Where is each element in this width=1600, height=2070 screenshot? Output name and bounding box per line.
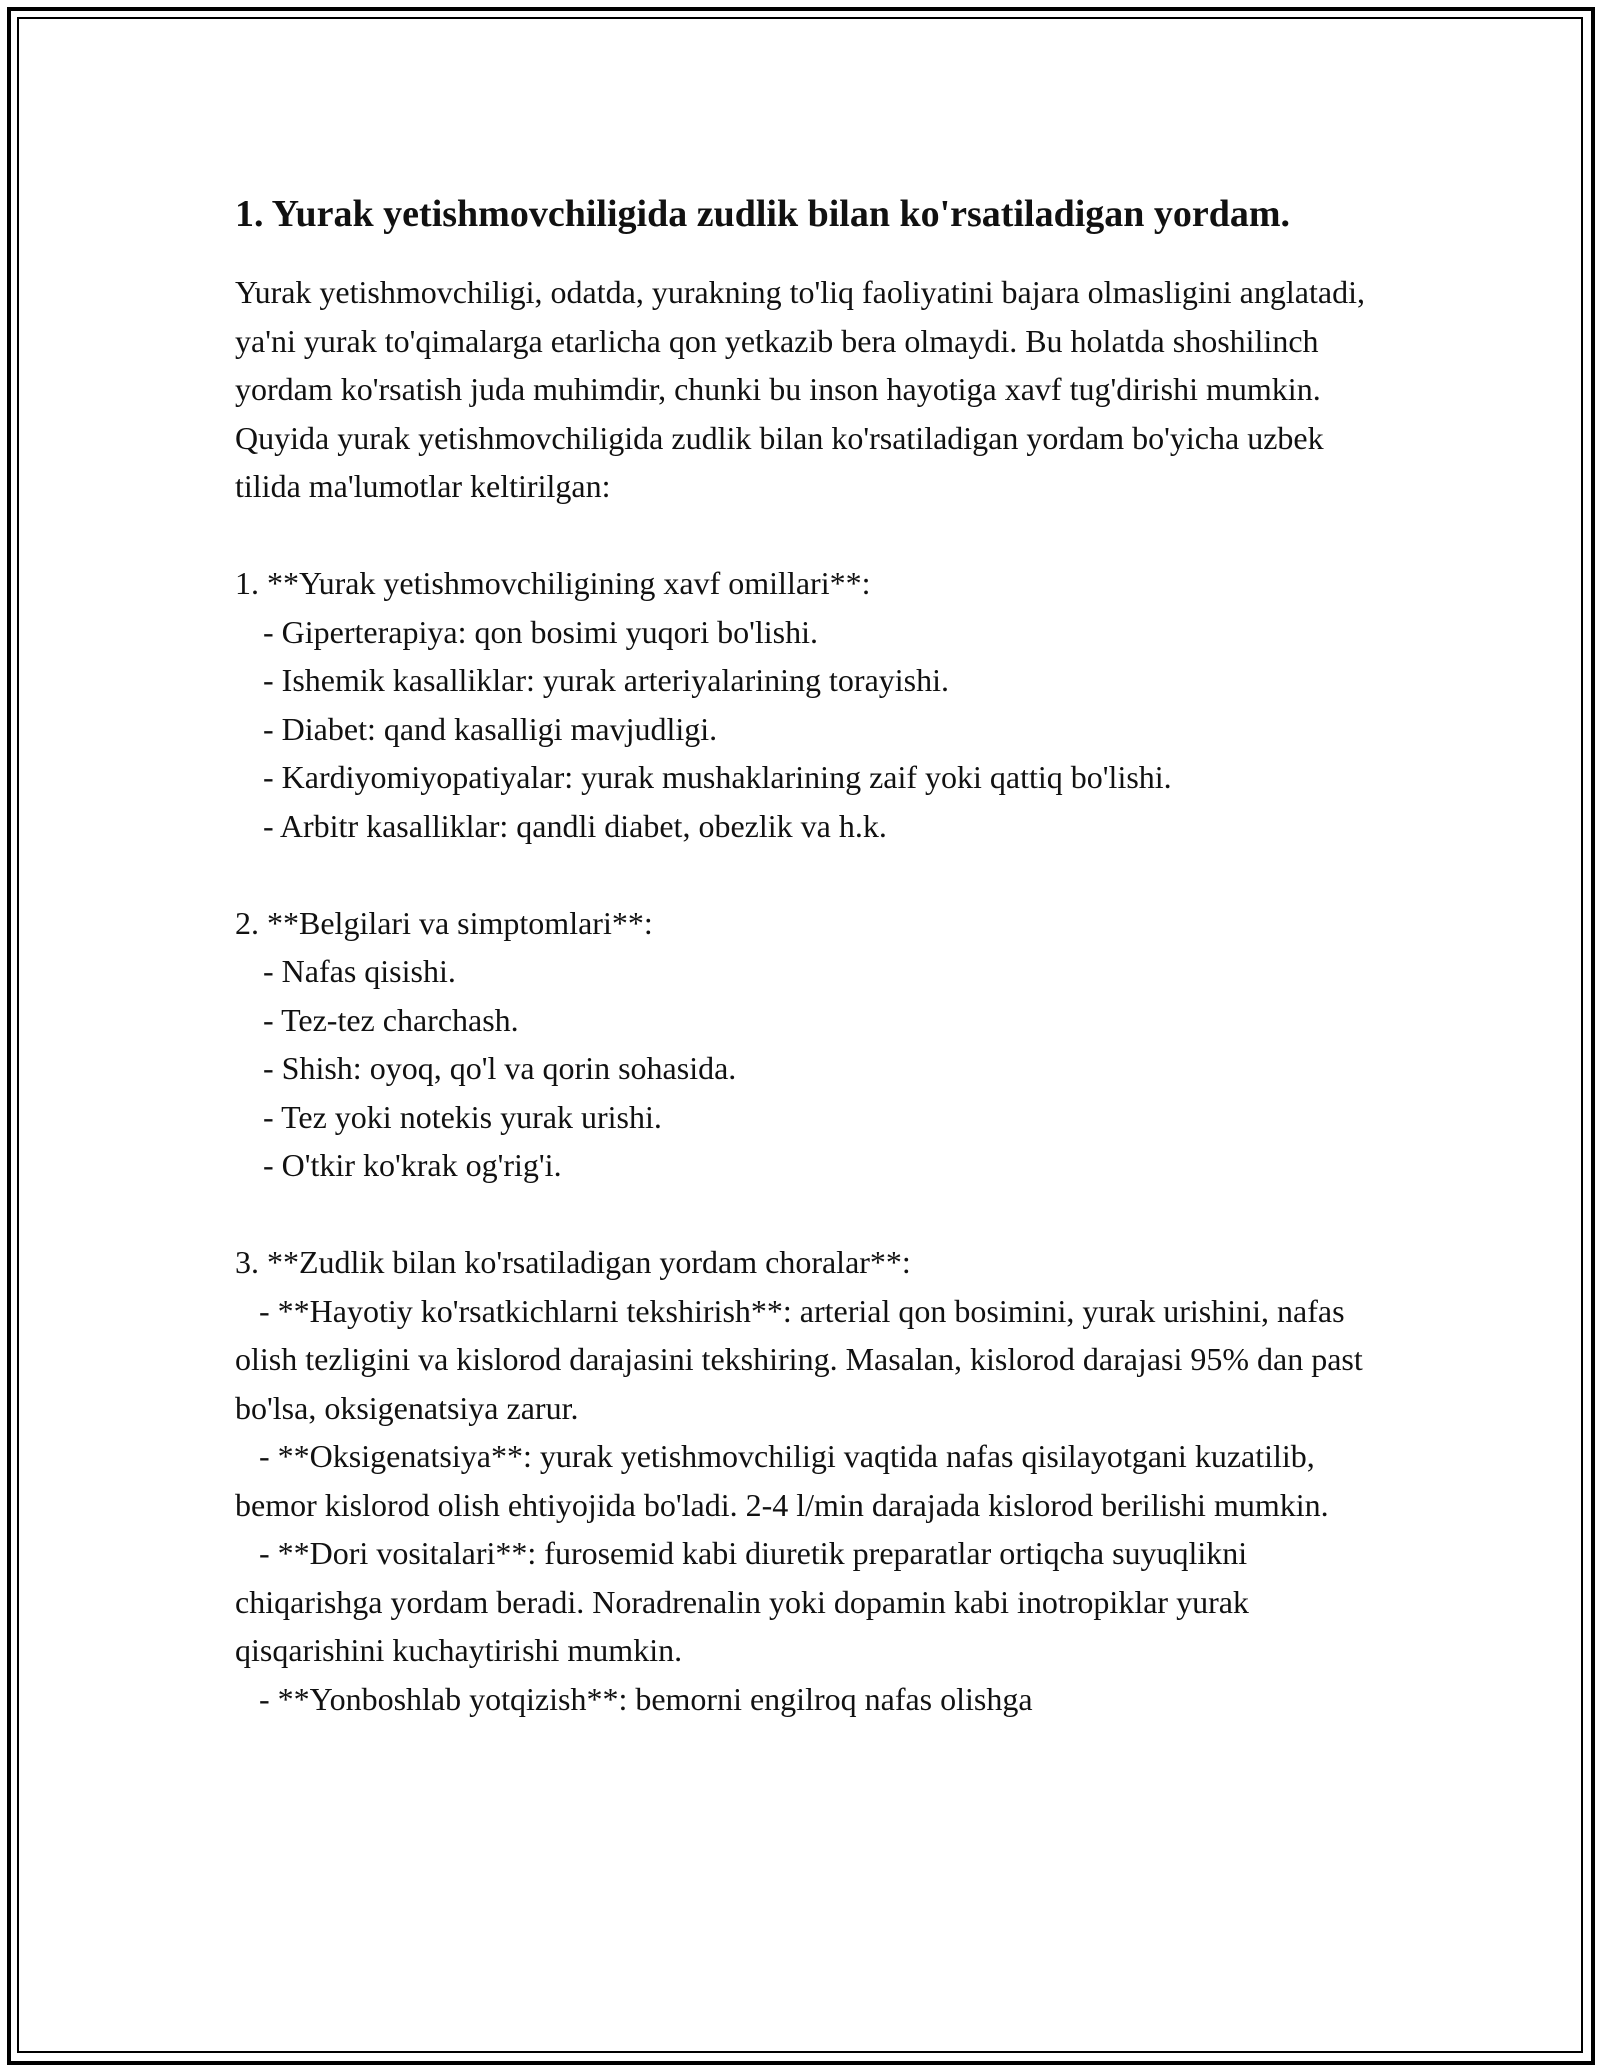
document-body xyxy=(235,186,1375,1772)
list-item: - Shish: oyoq, qo'l va qorin sohasida. xyxy=(263,1050,737,1086)
list-item: - Diabet: qand kasalligi mavjudligi. xyxy=(263,710,718,747)
list-item: - Giperterapiya: qon bosimi yuqori bo'lishi. xyxy=(263,613,819,650)
list-item xyxy=(235,1432,1375,1529)
item-text: - **Oksigenatsiya**: yurak yetishmovchiligi vaqtida nafas qisilayotgani kuzatilib, bemor kislorod olish ehtiyojida bo'ladi. 2-4 l/min darajada kislorod berilishi mumkin. xyxy=(235,1438,1329,1523)
section-heading: 1. **Yurak yetishmovchiligining xavf omillari**: xyxy=(235,565,871,601)
list-item: - Nafas qisishi. xyxy=(263,953,456,989)
document-title: 1. Yurak yetishmovchiligida zudlik bilan ko'rsatiladigan yordam. xyxy=(235,193,1291,235)
list-item xyxy=(235,1287,1375,1433)
intro-paragraph: Yurak yetishmovchiligi, odatda, yurakning to'liq faoliyatini bajara olmasligini anglatadi, ya'ni yurak to'qimalarga etarlicha qon yetkazib bera olmaydi. Bu holatda shoshilinch yordam ko'rsatish juda muhimdir, chunki bu inson hayotiga xavf tug'dirishi mumkin. Quyida yurak yetishmovchiligida zudlik bilan ko'rsatiladigan yordam bo'yicha uzbek tilida ma'lumotlar keltirilgan: xyxy=(235,274,1365,504)
list-item: - O'tkir ko'krak og'rig'i. xyxy=(263,1147,562,1183)
list-item: - Ishemik kasalliklar: yurak arteriyalarining torayishi. xyxy=(263,662,949,698)
item-text: - **Hayotiy ko'rsatkichlarni tekshirish**: arterial qon bosimini, yurak urishini, nafas olish tezligini va kislorod darajasini tekshiring. Masalan, kislorod darajasi 95% dan past bo'lsa, oksigenatsiya zarur. xyxy=(235,1292,1371,1426)
list-item: - Tez yoki notekis yurak urishi. xyxy=(263,1098,662,1135)
section-risk-factors xyxy=(235,559,1375,850)
section-emergency-measures xyxy=(235,1238,1375,1723)
item-indent xyxy=(235,1293,259,1329)
list-item xyxy=(235,1529,1375,1675)
section-heading: 2. **Belgilari va simptomlari**: xyxy=(235,904,653,941)
item-indent xyxy=(235,1681,259,1717)
item-text: - **Yonboshlab yotqizish**: bemorni engilroq nafas olishga xyxy=(259,1680,1033,1717)
section-symptoms xyxy=(235,899,1375,1190)
item-indent xyxy=(235,1438,259,1474)
list-item: - Tez-tez charchash. xyxy=(263,1001,519,1038)
item-indent xyxy=(235,1535,259,1571)
section-heading: 3. **Zudlik bilan ko'rsatiladigan yordam choralar**: xyxy=(235,1244,911,1280)
item-text: - **Dori vositalari**: furosemid kabi diuretik preparatlar ortiqcha suyuqlikni chiqarishga yordam beradi. Noradrenalin yoki dopamin kabi inotropiklar yurak qisqarishini kuchaytirishi mumkin. xyxy=(235,1535,1257,1668)
list-item: - Arbitr kasalliklar: qandli diabet, obezlik va h.k. xyxy=(263,807,887,844)
list-item: - Kardiyomiyopatiyalar: yurak mushaklarining zaif yoki qattiq bo'lishi. xyxy=(263,759,1172,795)
list-item xyxy=(235,1675,1375,1724)
